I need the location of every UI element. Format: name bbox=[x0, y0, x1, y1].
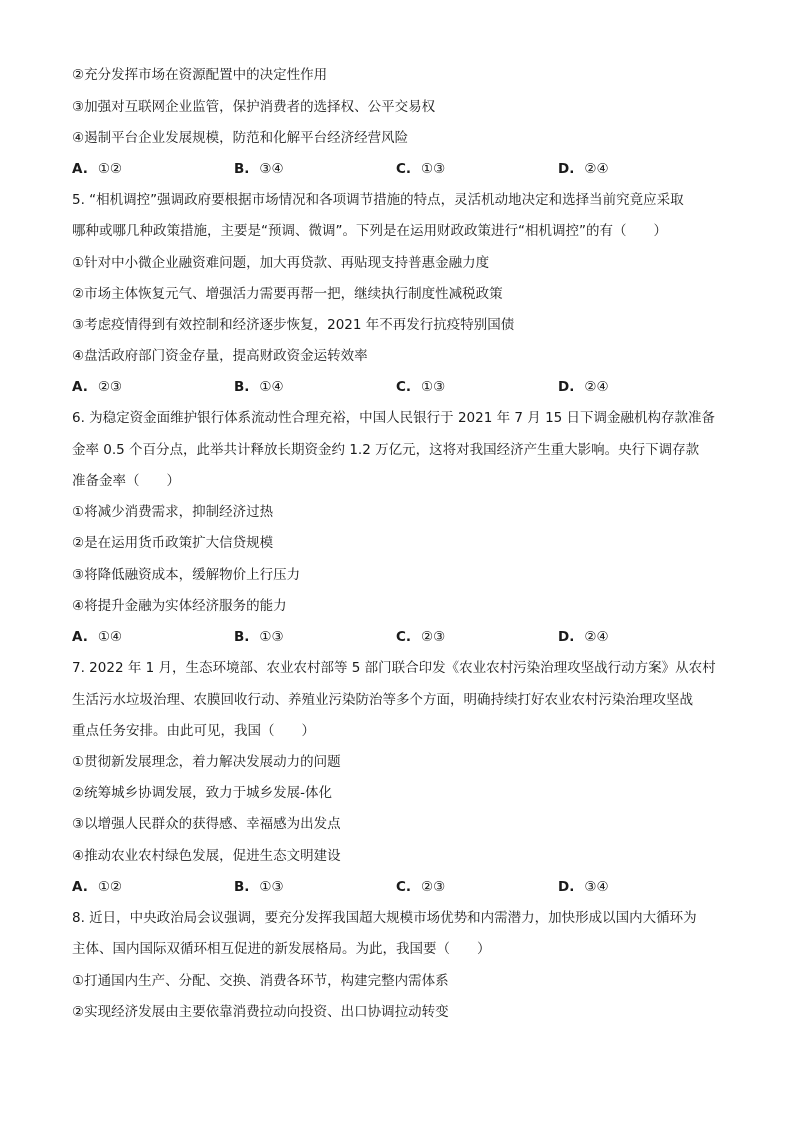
q8-item-1: ①打通国内生产、分配、交换、消费各环节，构建完整内需体系 bbox=[72, 973, 449, 989]
q7-item-3: ③以增强人民群众的获得感、幸福感为出发点 bbox=[72, 816, 341, 832]
q4-option-b[interactable]: B. ③④ bbox=[234, 161, 284, 177]
q4-option-c[interactable]: C. ①③ bbox=[396, 161, 446, 177]
q7-stem-line-3: 重点任务安排。由此可见，我国（ ） bbox=[72, 723, 315, 739]
q5-stem-line-2: 哪种或哪几种政策措施，主要是“预调、微调”。下列是在运用财政政策进行“相机调控”的有（ ） bbox=[72, 223, 667, 239]
q6-option-c[interactable]: C. ②③ bbox=[396, 629, 446, 645]
q5-item-1: ①针对中小微企业融资难问题，加大再贷款、再贴现支持普惠金融力度 bbox=[72, 255, 490, 271]
q7-stem-line-2: 生活污水垃圾治理、农膜回收行动、养殖业污染防治等多个方面，明确持续打好农业农村污染治理攻坚战 bbox=[72, 692, 693, 708]
q4-item-2: ②充分发挥市场在资源配置中的决定性作用 bbox=[72, 67, 328, 83]
q5-item-3: ③考虑疫情得到有效控制和经济逐步恢复，2021 年不再发行抗疫特别国债 bbox=[72, 317, 515, 333]
q6-item-1: ①将减少消费需求，抑制经济过热 bbox=[72, 504, 274, 520]
q7-option-c[interactable]: C. ②③ bbox=[396, 879, 446, 895]
q6-options bbox=[72, 628, 722, 646]
q4-options bbox=[72, 160, 722, 178]
q6-option-a[interactable]: A. ①④ bbox=[72, 629, 123, 645]
q6-item-4: ④将提升金融为实体经济服务的能力 bbox=[72, 598, 287, 614]
q7-option-b[interactable]: B. ①③ bbox=[234, 879, 284, 895]
q7-stem-line-1: 7. 2022 年 1 月，生态环境部、农业农村部等 5 部门联合印发《农业农村污染治理攻坚战行动方案》从农村 bbox=[72, 660, 716, 676]
q5-option-d[interactable]: D. ②④ bbox=[558, 379, 609, 395]
q5-item-2: ②市场主体恢复元气、增强活力需要再帮一把，继续执行制度性减税政策 bbox=[72, 286, 503, 302]
q8-item-2: ②实现经济发展由主要依靠消费拉动向投资、出口协调拉动转变 bbox=[72, 1004, 449, 1020]
q6-option-b[interactable]: B. ①③ bbox=[234, 629, 284, 645]
q5-option-a[interactable]: A. ②③ bbox=[72, 379, 123, 395]
q7-options bbox=[72, 878, 722, 896]
q6-stem-line-3: 准备金率（ ） bbox=[72, 473, 180, 489]
q7-option-a[interactable]: A. ①② bbox=[72, 879, 123, 895]
q7-item-4: ④推动农业农村绿色发展，促进生态文明建设 bbox=[72, 848, 341, 864]
q6-item-3: ③将降低融资成本，缓解物价上行压力 bbox=[72, 567, 301, 583]
q7-item-1: ①贯彻新发展理念，着力解决发展动力的问题 bbox=[72, 754, 341, 770]
q8-stem-line-2: 主体、国内国际双循环相互促进的新发展格局。为此，我国要（ ） bbox=[72, 941, 491, 957]
q5-options bbox=[72, 378, 722, 396]
q5-stem-line-1: 5. “相机调控”强调政府要根据市场情况和各项调节措施的特点，灵活机动地决定和选择当前究竟应采取 bbox=[72, 192, 684, 208]
q8-stem-line-1: 8. 近日，中央政治局会议强调，要充分发挥我国超大规模市场优势和内需潜力，加快形成以国内大循环为 bbox=[72, 910, 697, 926]
q5-option-b[interactable]: B. ①④ bbox=[234, 379, 284, 395]
q4-option-a[interactable]: A. ①② bbox=[72, 161, 123, 177]
q6-stem-line-2: 金率 0.5 个百分点，此举共计释放长期资金约 1.2 万亿元，这将对我国经济产生重大影响。央行下调存款 bbox=[72, 442, 700, 458]
q4-item-3: ③加强对互联网企业监管，保护消费者的选择权、公平交易权 bbox=[72, 99, 436, 115]
q6-option-d[interactable]: D. ②④ bbox=[558, 629, 609, 645]
q4-option-d[interactable]: D. ②④ bbox=[558, 161, 609, 177]
q5-item-4: ④盘活政府部门资金存量，提高财政资金运转效率 bbox=[72, 348, 368, 364]
q6-item-2: ②是在运用货币政策扩大信贷规模 bbox=[72, 535, 274, 551]
q7-option-d[interactable]: D. ③④ bbox=[558, 879, 609, 895]
q6-stem-line-1: 6. 为稳定资金面维护银行体系流动性合理充裕，中国人民银行于 2021 年 7 月 15 日下调金融机构存款准备 bbox=[72, 410, 716, 426]
q4-item-4: ④遏制平台企业发展规模，防范和化解平台经济经营风险 bbox=[72, 130, 409, 146]
q5-option-c[interactable]: C. ①③ bbox=[396, 379, 446, 395]
q7-item-2: ②统筹城乡协调发展，致力于城乡发展-体化 bbox=[72, 785, 332, 801]
